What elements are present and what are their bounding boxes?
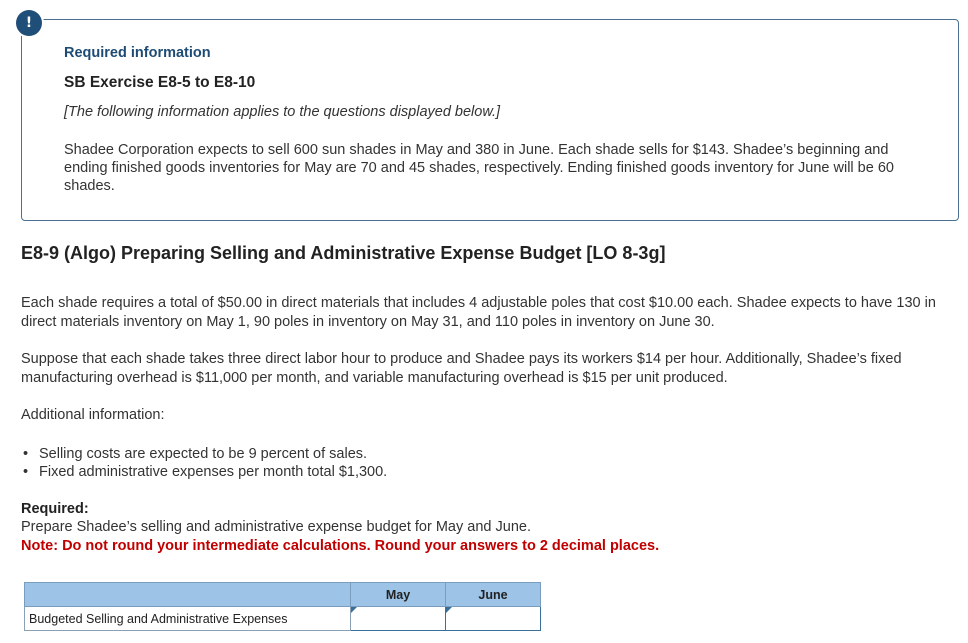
required-instruction: Prepare Shadee’s selling and administrative expense budget for May and June. <box>21 519 531 535</box>
labor-overhead-paragraph: Suppose that each shade takes three direct labor hour to produce and Shadee pays its workers $14 per hour. Additionally, Shadee’s fixed manufacturing overhead is $11,000 per month, and variable manufacturing overhead is $15 per unit produced. <box>21 351 902 386</box>
additional-information-label: Additional information: <box>21 407 165 423</box>
exercise-title: SB Exercise E8-5 to E8-10 <box>64 74 256 91</box>
june-cell <box>446 607 541 631</box>
input-marker-icon <box>446 607 452 613</box>
list-item <box>21 445 387 463</box>
rounding-note: Note: Do not round your intermediate calculations. Round your answers to 2 decimal places. <box>21 538 660 554</box>
required-information-heading: Required information <box>64 45 211 61</box>
input-marker-icon <box>351 607 357 613</box>
june-amount-input[interactable] <box>446 608 540 630</box>
bullet-icon: • <box>23 446 29 462</box>
may-amount-input[interactable] <box>351 608 445 630</box>
additional-information-list <box>21 445 387 481</box>
list-item <box>21 463 387 481</box>
may-cell <box>351 607 446 631</box>
table-header-may: May <box>351 583 446 607</box>
alert-icon: ! <box>16 10 42 36</box>
row-label: Budgeted Selling and Administrative Expenses <box>25 607 351 631</box>
required-label: Required: <box>21 501 89 517</box>
budget-table <box>24 582 541 631</box>
table-header-blank <box>25 583 351 607</box>
table-header-june: June <box>446 583 541 607</box>
table-header-row <box>25 583 541 607</box>
problem-title: E8-9 (Algo) Preparing Selling and Administrative Expense Budget [LO 8-3g] <box>21 243 666 263</box>
applies-note: [The following information applies to the questions displayed below.] <box>64 104 501 120</box>
list-item-text: Selling costs are expected to be 9 percent of sales. <box>39 446 368 462</box>
direct-materials-paragraph: Each shade requires a total of $50.00 in direct materials that includes 4 adjustable poles that cost $10.00 each. Shadee expects to have 130 in direct materials inventory on May 1, 90 poles in inventory on May 31, and 110 poles in inventory on June 30. <box>21 295 936 330</box>
table-row <box>25 607 541 631</box>
bullet-icon: • <box>23 464 29 480</box>
list-item-text: Fixed administrative expenses per month total $1,300. <box>39 464 388 480</box>
scenario-text: Shadee Corporation expects to sell 600 sun shades in May and 380 in June. Each shade sells for $143. Shadee’s beginning and ending finished goods inventories for May are 70 and 45 shades, respectively. Ending finished goods inventory for June will be 60 shades. <box>64 142 894 194</box>
